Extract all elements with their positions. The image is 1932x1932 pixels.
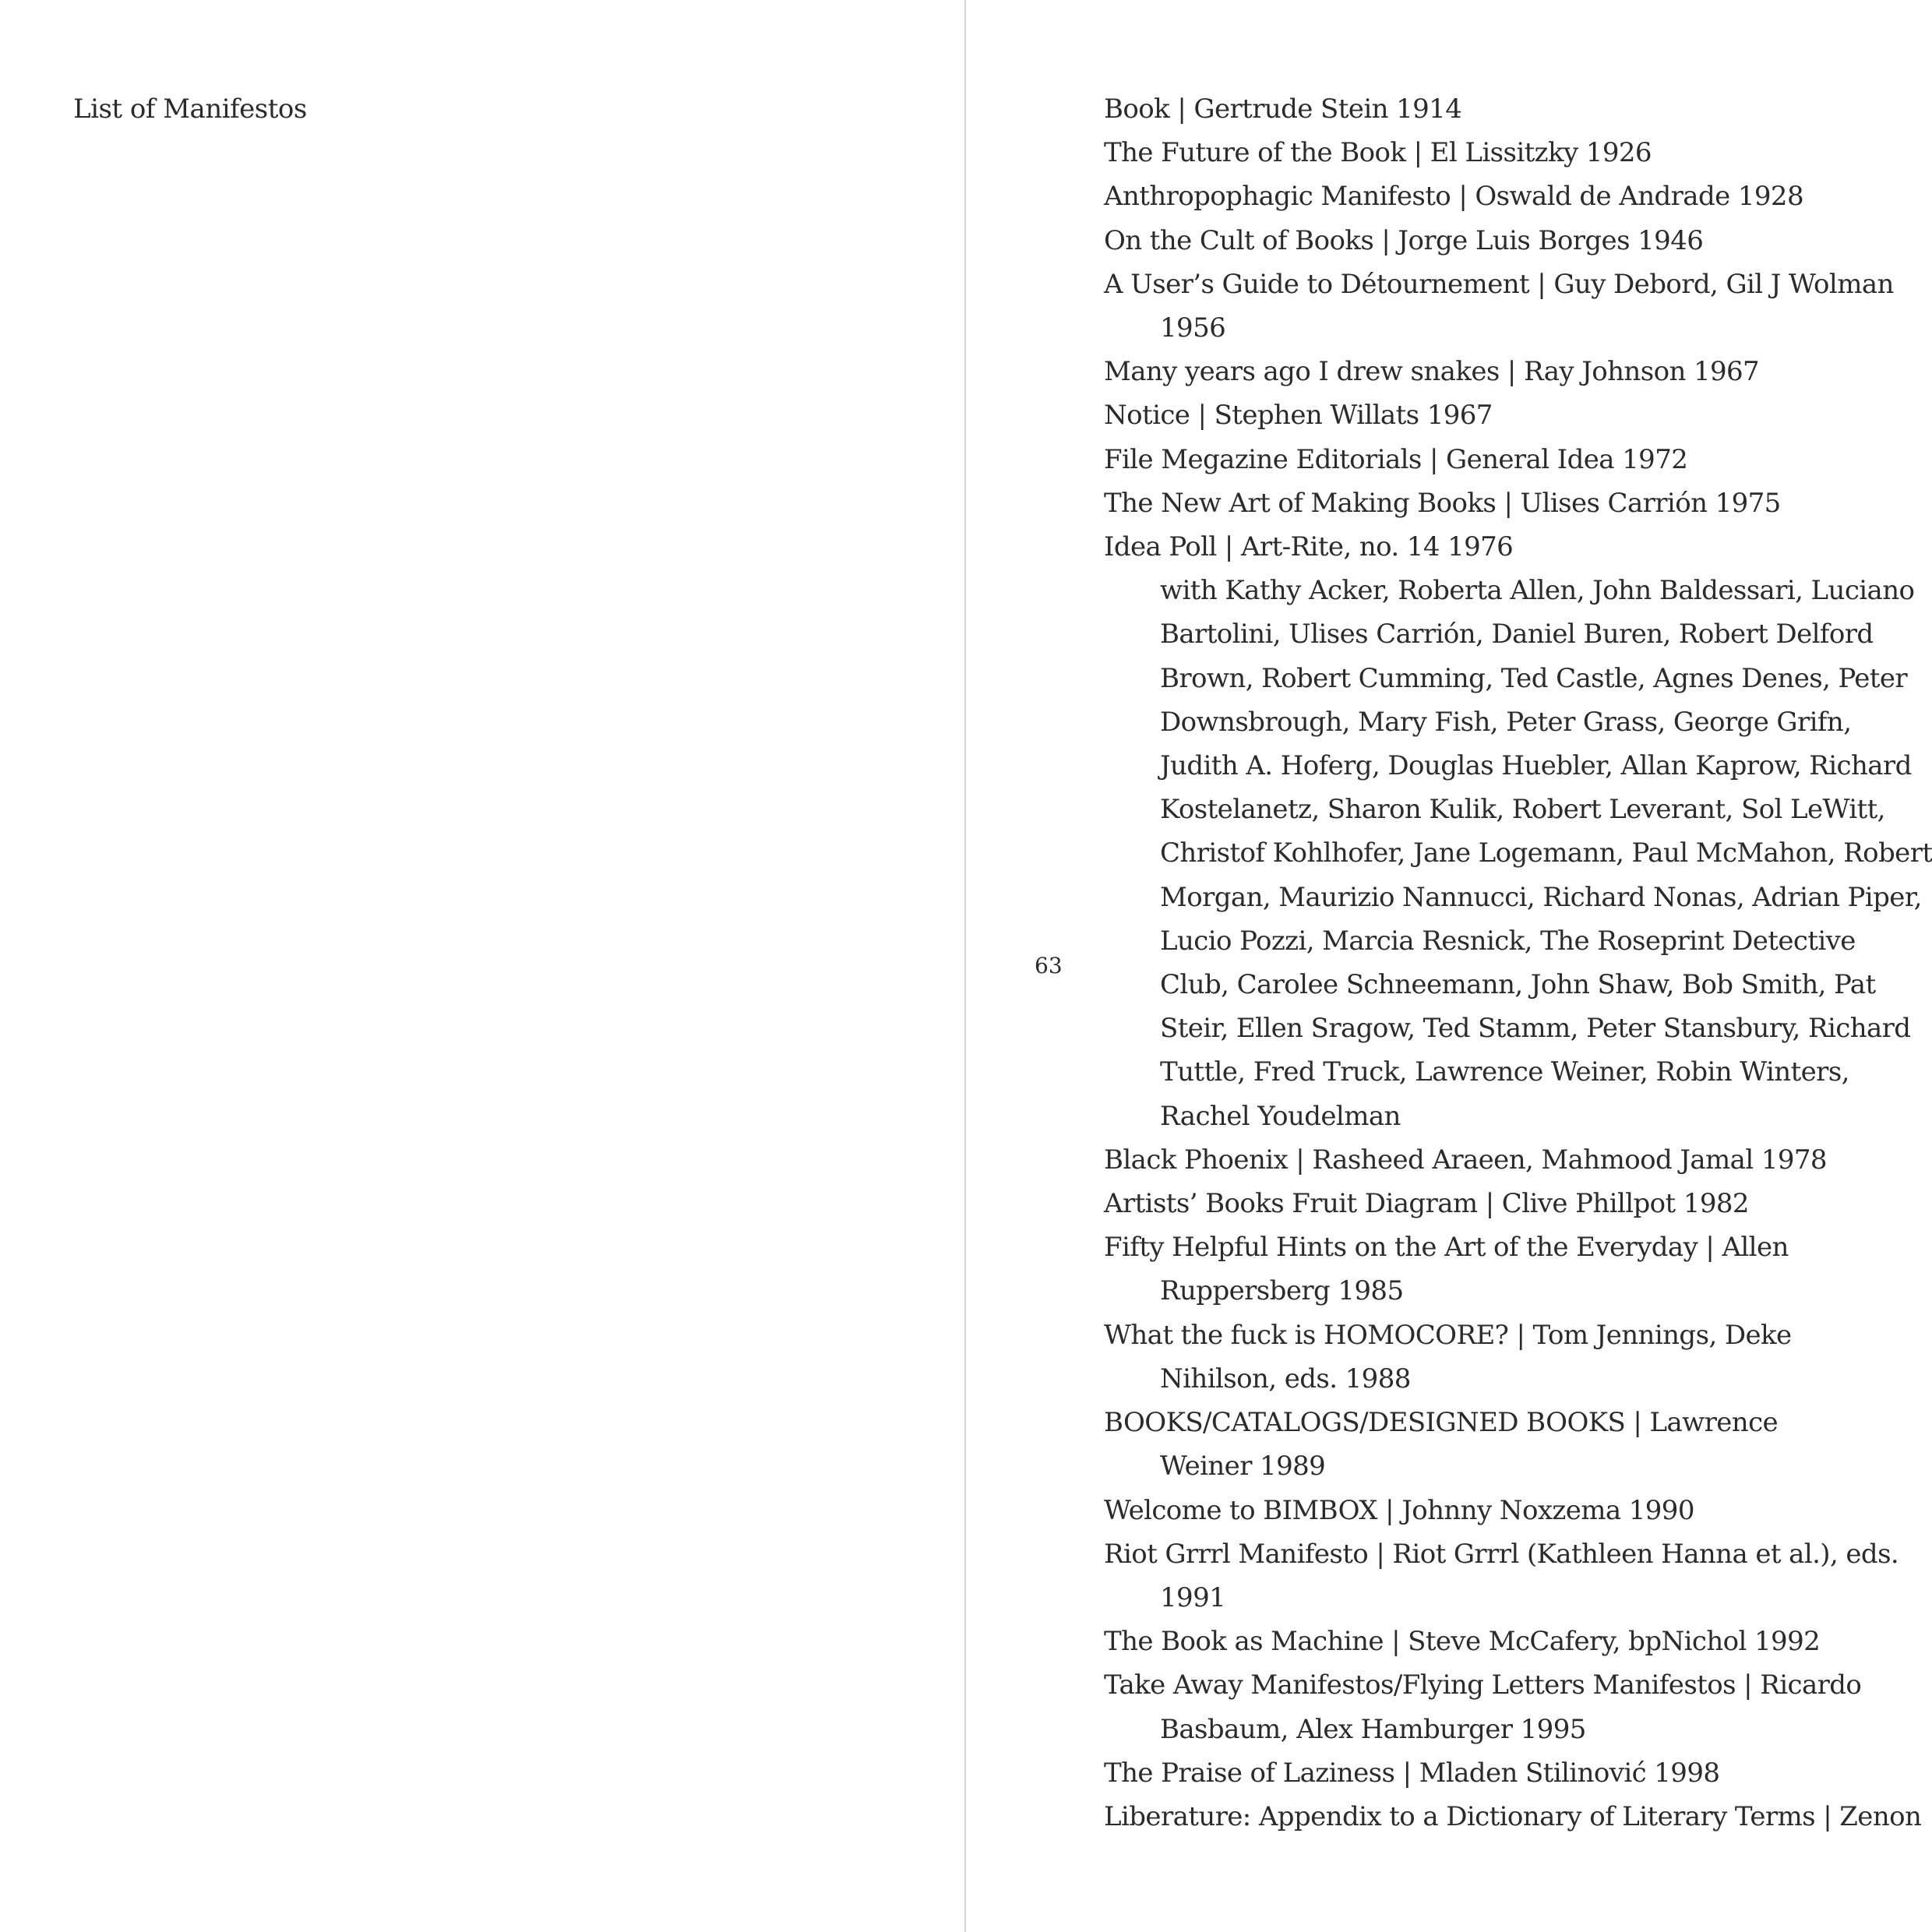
manifesto-entry <box>1104 219 1883 263</box>
manifesto-entry <box>1104 1663 1883 1750</box>
manifesto-entry-line: Welcome to BIMBOX | Johnny Noxzema 1990 <box>1104 1494 1694 1526</box>
manifesto-entry-line: Idea Poll | Art-Rite, no. 14 1976 <box>1104 531 1514 563</box>
manifesto-entry-continuation: 1991 <box>1160 1581 1226 1613</box>
manifesto-entry-line: Artists’ Books Fruit Diagram | Clive Phillpot 1982 <box>1104 1188 1749 1220</box>
manifesto-entry-continuation: Club, Carolee Schneemann, John Shaw, Bob Smith, Pat <box>1160 969 1876 1001</box>
manifesto-entry-line: Take Away Manifestos/Flying Letters Manifestos | Ricardo <box>1104 1669 1862 1701</box>
manifesto-entry-continuation: Lucio Pozzi, Marcia Resnick, The Roseprint Detective <box>1160 925 1856 957</box>
manifesto-entry <box>1104 1401 1883 1488</box>
manifesto-entry-continuation: Morgan, Maurizio Nannucci, Richard Nonas, Adrian Piper, <box>1160 881 1922 913</box>
page-gutter <box>964 0 966 1932</box>
manifesto-entry <box>1104 1620 1883 1663</box>
manifesto-entry <box>1104 481 1883 525</box>
manifesto-entry-line: The Book as Machine | Steve McCafery, bpNichol 1992 <box>1104 1626 1821 1658</box>
manifesto-entry-continuation: Downsbrough, Mary Fish, Peter Grass, George Grifn, <box>1160 706 1852 738</box>
manifesto-entry <box>1104 1489 1883 1532</box>
manifesto-entry-line: On the Cult of Books | Jorge Luis Borges 1946 <box>1104 224 1704 256</box>
manifesto-entry <box>1104 131 1883 175</box>
manifesto-entry-continuation: Judith A. Hoferg, Douglas Huebler, Allan Kaprow, Richard <box>1160 750 1912 782</box>
manifesto-entry <box>1104 1138 1883 1182</box>
manifesto-entry <box>1104 1795 1922 1839</box>
manifesto-entry-line: The Future of the Book | El Lissitzky 1926 <box>1104 137 1652 169</box>
manifesto-entry-continuation: Ruppersberg 1985 <box>1160 1275 1404 1307</box>
manifesto-entry-continuation: Steir, Ellen Sragow, Ted Stamm, Peter Stansbury, Richard <box>1160 1013 1911 1045</box>
manifesto-entry-continuation: Basbaum, Alex Hamburger 1995 <box>1160 1713 1586 1745</box>
manifesto-entry <box>1104 438 1883 481</box>
manifesto-entry-continuation: Kostelanetz, Sharon Kulik, Robert Leverant, Sol LeWitt, <box>1160 794 1885 826</box>
manifesto-entry-continuation: Bartolini, Ulises Carrión, Daniel Buren, Robert Delford <box>1160 619 1874 650</box>
manifesto-entry-line: Riot Grrrl Manifesto | Riot Grrrl (Kathleen Hanna et al.), eds. <box>1104 1538 1899 1570</box>
manifesto-entry-line: Fifty Helpful Hints on the Art of the Everyday | Allen <box>1104 1232 1789 1264</box>
manifesto-entry <box>1104 1751 1883 1795</box>
manifesto-entry-line: The New Art of Making Books | Ulises Carrión 1975 <box>1104 487 1781 519</box>
manifesto-list <box>1104 87 1932 1839</box>
manifesto-entry-continuation: with Kathy Acker, Roberta Allen, John Baldessari, Luciano <box>1160 575 1915 607</box>
manifesto-entry <box>1104 1182 1883 1225</box>
manifesto-entry-continuation: Nihilson, eds. 1988 <box>1160 1363 1411 1394</box>
manifesto-entry-line: The Praise of Laziness | Mladen Stilinović 1998 <box>1104 1757 1720 1789</box>
manifesto-entry-line: File Megazine Editorials | General Idea 1972 <box>1104 443 1688 475</box>
manifesto-entry <box>1104 1532 1899 1620</box>
manifesto-entry <box>1104 350 1883 393</box>
manifesto-entry <box>1104 263 1894 350</box>
manifesto-entry-line: BOOKS/CATALOGS/DESIGNED BOOKS | Lawrence <box>1104 1407 1779 1439</box>
manifesto-entry <box>1104 1313 1883 1401</box>
page-number: 63 <box>1035 953 1063 978</box>
manifesto-entry <box>1104 175 1883 218</box>
manifesto-entry-continuation: Rachel Youdelman <box>1160 1100 1401 1132</box>
manifesto-entry <box>1104 1225 1883 1313</box>
manifesto-entry-line: Anthropophagic Manifesto | Oswald de Andrade 1928 <box>1104 181 1803 213</box>
manifesto-entry-line: Liberature: Appendix to a Dictionary of Literary Terms | Zenon <box>1104 1800 1922 1832</box>
manifesto-entry-line: Black Phoenix | Rasheed Araeen, Mahmood Jamal 1978 <box>1104 1144 1827 1176</box>
manifesto-entry <box>1104 87 1883 131</box>
manifesto-entry-line: Many years ago I drew snakes | Ray Johnson 1967 <box>1104 356 1760 388</box>
manifesto-entry <box>1104 525 1932 1138</box>
manifesto-entry-continuation: Christof Kohlhofer, Jane Logemann, Paul McMahon, Robert <box>1160 837 1932 869</box>
running-head: List of Manifestos <box>73 93 307 125</box>
manifesto-entry-line: Book | Gertrude Stein 1914 <box>1104 93 1462 125</box>
manifesto-entry <box>1104 393 1883 437</box>
manifesto-entry-continuation: Weiner 1989 <box>1160 1451 1326 1482</box>
manifesto-entry-continuation: 1956 <box>1160 312 1226 344</box>
manifesto-entry-continuation: Brown, Robert Cumming, Ted Castle, Agnes Denes, Peter <box>1160 662 1908 694</box>
manifesto-entry-continuation: Tuttle, Fred Truck, Lawrence Weiner, Robin Winters, <box>1160 1056 1849 1088</box>
manifesto-entry-line: Notice | Stephen Willats 1967 <box>1104 400 1493 432</box>
manifesto-entry-line: What the fuck is HOMOCORE? | Tom Jennings, Deke <box>1104 1319 1792 1351</box>
manifesto-entry-line: A User’s Guide to Détournement | Guy Debord, Gil J Wolman <box>1104 268 1894 300</box>
